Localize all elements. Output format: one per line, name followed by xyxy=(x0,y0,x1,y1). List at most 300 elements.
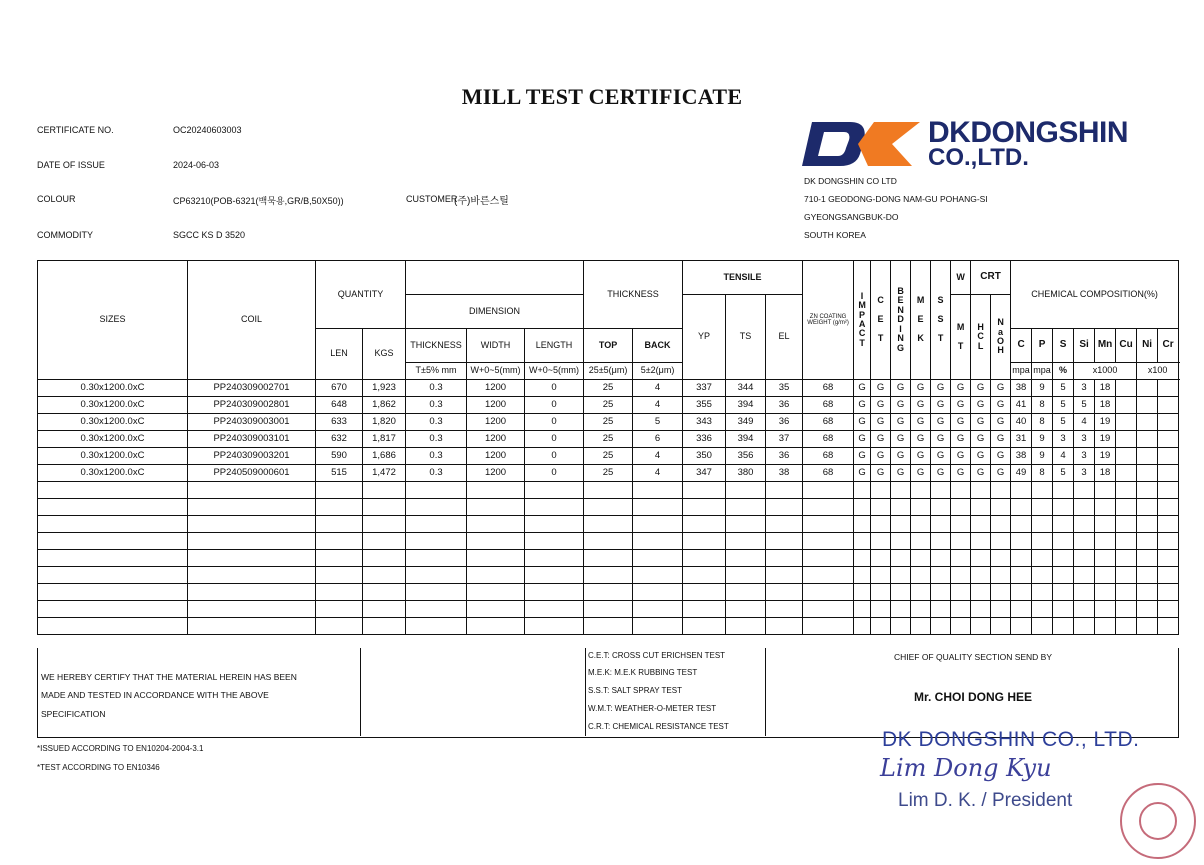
cell-back xyxy=(633,482,683,499)
cell-mn: 18 xyxy=(1095,380,1116,397)
cell-hcl xyxy=(971,584,991,601)
cell-naoh xyxy=(991,516,1011,533)
cell-len xyxy=(316,533,363,550)
cell-sst xyxy=(931,550,951,567)
header-back: BACK xyxy=(633,329,683,363)
cell-c xyxy=(1011,567,1032,584)
cell-c xyxy=(1011,499,1032,516)
legend-crt: C.R.T: CHEMICAL RESISTANCE TEST xyxy=(588,722,729,731)
cell-c xyxy=(1011,618,1032,635)
cell-hcl: G xyxy=(971,397,991,414)
cell-thk xyxy=(406,550,467,567)
header-el: EL xyxy=(766,295,803,380)
header-mult-100: x100 xyxy=(1137,363,1179,380)
cell-coil xyxy=(188,567,316,584)
cell-coil xyxy=(188,618,316,635)
certify-line-2: MADE AND TESTED IN ACCORDANCE WITH THE ABOVE xyxy=(41,690,269,700)
cell-bend: G xyxy=(891,397,911,414)
cell-top xyxy=(584,533,633,550)
cell-length xyxy=(525,584,584,601)
cell-kgs: 1,472 xyxy=(363,465,406,482)
cell-bend xyxy=(891,550,911,567)
cell-length xyxy=(525,550,584,567)
cell-sst: G xyxy=(931,448,951,465)
header-length: LENGTH xyxy=(525,329,584,363)
cell-hcl xyxy=(971,601,991,618)
table-row xyxy=(38,448,1179,465)
cell-impact xyxy=(854,550,871,567)
cell-mn xyxy=(1095,601,1116,618)
cell-hcl xyxy=(971,516,991,533)
table-row-empty xyxy=(38,499,1179,516)
cell-top xyxy=(584,601,633,618)
legend-wmt: W.M.T: WEATHER-O-METER TEST xyxy=(588,704,717,713)
cell-cr xyxy=(1158,482,1179,499)
cell-s: 3 xyxy=(1053,431,1074,448)
cell-hcl: G xyxy=(971,448,991,465)
cell-len xyxy=(316,499,363,516)
cell-coil: PP240309002701 xyxy=(188,380,316,397)
table-row-empty xyxy=(38,567,1179,584)
cell-cr xyxy=(1158,465,1179,482)
cell-hcl xyxy=(971,533,991,550)
cell-thk: 0.3 xyxy=(406,431,467,448)
header-cet: C E T xyxy=(871,261,891,380)
table-row-empty xyxy=(38,601,1179,618)
cell-coil xyxy=(188,550,316,567)
cell-cr xyxy=(1158,533,1179,550)
cell-mn xyxy=(1095,516,1116,533)
cell-cet xyxy=(871,482,891,499)
cell-c: 41 xyxy=(1011,397,1032,414)
cell-naoh xyxy=(991,533,1011,550)
cell-si: 3 xyxy=(1074,431,1095,448)
cell-zn: 68 xyxy=(803,414,854,431)
cell-ni xyxy=(1137,533,1158,550)
cell-cet: G xyxy=(871,414,891,431)
cell-wmt xyxy=(951,567,971,584)
cell-naoh xyxy=(991,499,1011,516)
certification-footer xyxy=(37,648,1179,738)
cell-cr xyxy=(1158,601,1179,618)
header-chemical-composition: CHEMICAL COMPOSITION(%) xyxy=(1011,261,1179,329)
cell-ni xyxy=(1137,448,1158,465)
header-coat-thickness: THICKNESS xyxy=(584,261,683,329)
cell-cr xyxy=(1158,516,1179,533)
blank-cell xyxy=(360,648,586,736)
cell-thk xyxy=(406,516,467,533)
cell-s xyxy=(1053,601,1074,618)
cell-size xyxy=(38,482,188,499)
cell-thk xyxy=(406,567,467,584)
cell-length: 0 xyxy=(525,380,584,397)
cell-wmt: G xyxy=(951,465,971,482)
cell-size xyxy=(38,567,188,584)
cell-ni xyxy=(1137,550,1158,567)
cell-top xyxy=(584,482,633,499)
cell-wmt xyxy=(951,482,971,499)
cell-c xyxy=(1011,584,1032,601)
cell-cet xyxy=(871,567,891,584)
cell-impact xyxy=(854,482,871,499)
document-title: MILL TEST CERTIFICATE xyxy=(461,84,743,109)
cell-size xyxy=(38,584,188,601)
cell-mek xyxy=(911,567,931,584)
cell-kgs: 1,820 xyxy=(363,414,406,431)
cell-yp: 343 xyxy=(683,414,726,431)
cell-sst: G xyxy=(931,431,951,448)
cell-cr xyxy=(1158,380,1179,397)
cell-wmt xyxy=(951,584,971,601)
header-crt: CRT xyxy=(971,261,1011,295)
certificate-no-value: OC20240603003 xyxy=(173,125,242,135)
cell-coil xyxy=(188,516,316,533)
cell-ts: 380 xyxy=(726,465,766,482)
cell-hcl xyxy=(971,567,991,584)
cell-impact xyxy=(854,584,871,601)
cell-mek xyxy=(911,516,931,533)
cell-c: 38 xyxy=(1011,380,1032,397)
cell-back: 4 xyxy=(633,448,683,465)
cell-si xyxy=(1074,533,1095,550)
cell-length xyxy=(525,516,584,533)
date-of-issue-label: DATE OF ISSUE xyxy=(37,160,105,170)
cell-si xyxy=(1074,618,1095,635)
cell-cr xyxy=(1158,448,1179,465)
cell-length xyxy=(525,499,584,516)
cell-ts: 344 xyxy=(726,380,766,397)
header-yp-unit: mpa xyxy=(1011,363,1032,380)
cell-ni xyxy=(1137,567,1158,584)
cell-naoh: G xyxy=(991,465,1011,482)
cell-len xyxy=(316,601,363,618)
cell-len xyxy=(316,482,363,499)
cell-s: 5 xyxy=(1053,465,1074,482)
test-legend xyxy=(585,648,766,736)
cell-len xyxy=(316,584,363,601)
header-tensile: TENSILE xyxy=(683,261,803,295)
cell-naoh: G xyxy=(991,380,1011,397)
cell-p: 9 xyxy=(1032,448,1053,465)
cell-ts: 356 xyxy=(726,448,766,465)
cell-impact xyxy=(854,516,871,533)
header-el-c: C xyxy=(1011,329,1032,363)
cell-width xyxy=(467,482,525,499)
header-sst: S S T xyxy=(931,261,951,380)
cell-width xyxy=(467,601,525,618)
cell-cr xyxy=(1158,567,1179,584)
cell-s xyxy=(1053,618,1074,635)
cell-width: 1200 xyxy=(467,465,525,482)
header-len: LEN xyxy=(316,329,363,380)
cell-bend xyxy=(891,533,911,550)
cell-top xyxy=(584,516,633,533)
cell-zn xyxy=(803,567,854,584)
cell-back xyxy=(633,567,683,584)
cell-size xyxy=(38,499,188,516)
table-row xyxy=(38,414,1179,431)
header-el-mn: Mn xyxy=(1095,329,1116,363)
cell-wmt: G xyxy=(951,431,971,448)
cell-top: 25 xyxy=(584,465,633,482)
cell-si: 5 xyxy=(1074,397,1095,414)
cell-impact xyxy=(854,567,871,584)
cell-s xyxy=(1053,567,1074,584)
cell-size: 0.30x1200.0xC xyxy=(38,431,188,448)
header-top-tol: 25±5(μm) xyxy=(584,363,633,380)
header-el-s: S xyxy=(1053,329,1074,363)
cell-cet: G xyxy=(871,397,891,414)
cell-top xyxy=(584,499,633,516)
cell-kgs xyxy=(363,618,406,635)
cell-cu xyxy=(1116,431,1137,448)
cell-cr xyxy=(1158,431,1179,448)
cell-back: 6 xyxy=(633,431,683,448)
cell-impact xyxy=(854,618,871,635)
cell-ts xyxy=(726,482,766,499)
cell-cr xyxy=(1158,584,1179,601)
cell-width: 1200 xyxy=(467,431,525,448)
header-width-tol: W+0~5(mm) xyxy=(467,363,525,380)
cell-yp xyxy=(683,550,726,567)
cell-c xyxy=(1011,533,1032,550)
cell-cu xyxy=(1116,380,1137,397)
cell-zn: 68 xyxy=(803,465,854,482)
cell-p: 8 xyxy=(1032,414,1053,431)
cell-hcl xyxy=(971,618,991,635)
cell-zn xyxy=(803,516,854,533)
cell-kgs: 1,923 xyxy=(363,380,406,397)
cell-size xyxy=(38,618,188,635)
cell-length: 0 xyxy=(525,448,584,465)
cell-width xyxy=(467,567,525,584)
header-mult-1000: x1000 xyxy=(1074,363,1137,380)
cell-p xyxy=(1032,482,1053,499)
cell-c: 38 xyxy=(1011,448,1032,465)
cell-mn: 19 xyxy=(1095,448,1116,465)
cell-ts xyxy=(726,499,766,516)
cell-p xyxy=(1032,533,1053,550)
cell-cet: G xyxy=(871,465,891,482)
table-row-empty xyxy=(38,550,1179,567)
certify-line-3: SPECIFICATION xyxy=(41,709,106,719)
cell-ni xyxy=(1137,431,1158,448)
cell-sst: G xyxy=(931,414,951,431)
signature: Lim Dong Kyu xyxy=(880,754,1052,782)
cell-kgs: 1,686 xyxy=(363,448,406,465)
cell-len: 648 xyxy=(316,397,363,414)
customer-label: CUSTOMER xyxy=(406,194,458,204)
legend-sst: S.S.T: SALT SPRAY TEST xyxy=(588,686,682,695)
cell-mek xyxy=(911,482,931,499)
cell-back xyxy=(633,618,683,635)
cell-el: 36 xyxy=(766,414,803,431)
cell-coil: PP240509000601 xyxy=(188,465,316,482)
cell-coil: PP240309003201 xyxy=(188,448,316,465)
cell-zn xyxy=(803,533,854,550)
cell-impact: G xyxy=(854,465,871,482)
cell-yp xyxy=(683,601,726,618)
cell-top: 25 xyxy=(584,431,633,448)
cell-width xyxy=(467,499,525,516)
cell-wmt xyxy=(951,601,971,618)
cell-c xyxy=(1011,550,1032,567)
table-row xyxy=(38,465,1179,482)
cell-naoh xyxy=(991,601,1011,618)
cell-si xyxy=(1074,499,1095,516)
cell-sst: G xyxy=(931,380,951,397)
cell-back: 5 xyxy=(633,414,683,431)
cell-length xyxy=(525,533,584,550)
cell-zn: 68 xyxy=(803,380,854,397)
cell-mn: 18 xyxy=(1095,397,1116,414)
cell-bend: G xyxy=(891,465,911,482)
cell-mn xyxy=(1095,584,1116,601)
cell-si xyxy=(1074,584,1095,601)
cell-el: 38 xyxy=(766,465,803,482)
cell-mek xyxy=(911,618,931,635)
address-line-3: GYEONGSANGBUK-DO xyxy=(804,212,899,222)
cell-cu xyxy=(1116,601,1137,618)
cell-hcl: G xyxy=(971,414,991,431)
cell-kgs xyxy=(363,516,406,533)
cell-coil: PP240309003001 xyxy=(188,414,316,431)
cell-el xyxy=(766,533,803,550)
cell-coil xyxy=(188,601,316,618)
cell-sst: G xyxy=(931,397,951,414)
cell-cu xyxy=(1116,482,1137,499)
cell-mn xyxy=(1095,482,1116,499)
cell-cet xyxy=(871,618,891,635)
certify-line-1: WE HEREBY CERTIFY THAT THE MATERIAL HEREIN HAS BEEN xyxy=(41,672,297,682)
cell-mn xyxy=(1095,618,1116,635)
header-yp: YP xyxy=(683,295,726,380)
chief-name: Mr. CHOI DONG HEE xyxy=(913,690,1032,704)
cell-mek: G xyxy=(911,431,931,448)
cell-impact xyxy=(854,601,871,618)
cell-size xyxy=(38,550,188,567)
cell-ts: 394 xyxy=(726,397,766,414)
cell-cr xyxy=(1158,618,1179,635)
commodity-label: COMMODITY xyxy=(37,230,93,240)
header-el-p: P xyxy=(1032,329,1053,363)
cell-back xyxy=(633,533,683,550)
cell-mek: G xyxy=(911,465,931,482)
cell-mek: G xyxy=(911,448,931,465)
cell-cu xyxy=(1116,516,1137,533)
cell-cet xyxy=(871,516,891,533)
logo-company-name: DKDONGSHIN xyxy=(928,116,1129,149)
cell-cr xyxy=(1158,414,1179,431)
cell-si: 4 xyxy=(1074,414,1095,431)
header-el-ni: Ni xyxy=(1137,329,1158,363)
cell-size xyxy=(38,601,188,618)
cell-kgs: 1,817 xyxy=(363,431,406,448)
cell-len xyxy=(316,618,363,635)
cell-cr xyxy=(1158,499,1179,516)
cell-ni xyxy=(1137,414,1158,431)
table-row-empty xyxy=(38,584,1179,601)
header-length-tol: W+0~5(mm) xyxy=(525,363,584,380)
table-row-empty xyxy=(38,482,1179,499)
cell-ts xyxy=(726,584,766,601)
cell-top xyxy=(584,567,633,584)
cell-cet xyxy=(871,584,891,601)
cell-si: 3 xyxy=(1074,448,1095,465)
cell-cu xyxy=(1116,618,1137,635)
cell-sst xyxy=(931,567,951,584)
cell-top: 25 xyxy=(584,380,633,397)
cell-bend: G xyxy=(891,448,911,465)
cell-ni xyxy=(1137,465,1158,482)
cell-wmt xyxy=(951,499,971,516)
cell-cet: G xyxy=(871,431,891,448)
cell-mek xyxy=(911,533,931,550)
customer-value: (주)바른스틸 xyxy=(454,196,509,207)
cell-len: 670 xyxy=(316,380,363,397)
commodity-value: SGCC KS D 3520 xyxy=(173,230,246,240)
cell-yp: 347 xyxy=(683,465,726,482)
cell-length: 0 xyxy=(525,414,584,431)
cell-back xyxy=(633,601,683,618)
cell-ni xyxy=(1137,397,1158,414)
cell-mek xyxy=(911,550,931,567)
cell-mn xyxy=(1095,567,1116,584)
cell-bend xyxy=(891,584,911,601)
cell-bend xyxy=(891,618,911,635)
cell-ni xyxy=(1137,380,1158,397)
cell-el: 37 xyxy=(766,431,803,448)
cell-cu xyxy=(1116,550,1137,567)
cell-naoh xyxy=(991,567,1011,584)
cell-back xyxy=(633,516,683,533)
cell-size: 0.30x1200.0xC xyxy=(38,414,188,431)
cell-si xyxy=(1074,601,1095,618)
cell-thk: 0.3 xyxy=(406,380,467,397)
cell-p: 9 xyxy=(1032,431,1053,448)
header-el-si: Si xyxy=(1074,329,1095,363)
cell-mn: 19 xyxy=(1095,414,1116,431)
cell-coil xyxy=(188,533,316,550)
cell-hcl xyxy=(971,550,991,567)
cell-hcl: G xyxy=(971,431,991,448)
cell-thk xyxy=(406,584,467,601)
cell-yp: 336 xyxy=(683,431,726,448)
cell-back: 4 xyxy=(633,465,683,482)
cell-kgs xyxy=(363,584,406,601)
cell-s: 4 xyxy=(1053,448,1074,465)
cell-size xyxy=(38,533,188,550)
cell-yp: 350 xyxy=(683,448,726,465)
cell-yp xyxy=(683,482,726,499)
cell-el: 35 xyxy=(766,380,803,397)
cell-thk xyxy=(406,533,467,550)
colour-value: CP63210(POB-6321(백묵용,GR/B,50X50)) xyxy=(173,196,344,206)
header-el-cu: Cu xyxy=(1116,329,1137,363)
header-w: W xyxy=(951,261,971,295)
header-mek: M E K xyxy=(911,261,931,380)
header-thickness-tol: T±5% mm xyxy=(406,363,467,380)
cell-thk xyxy=(406,618,467,635)
address-line-2: 710-1 GEODONG-DONG NAM-GU POHANG-SI xyxy=(804,194,988,204)
cell-len: 515 xyxy=(316,465,363,482)
cell-cet xyxy=(871,533,891,550)
cell-width: 1200 xyxy=(467,414,525,431)
cell-mn xyxy=(1095,550,1116,567)
cell-si xyxy=(1074,567,1095,584)
cell-impact xyxy=(854,533,871,550)
cell-p xyxy=(1032,499,1053,516)
